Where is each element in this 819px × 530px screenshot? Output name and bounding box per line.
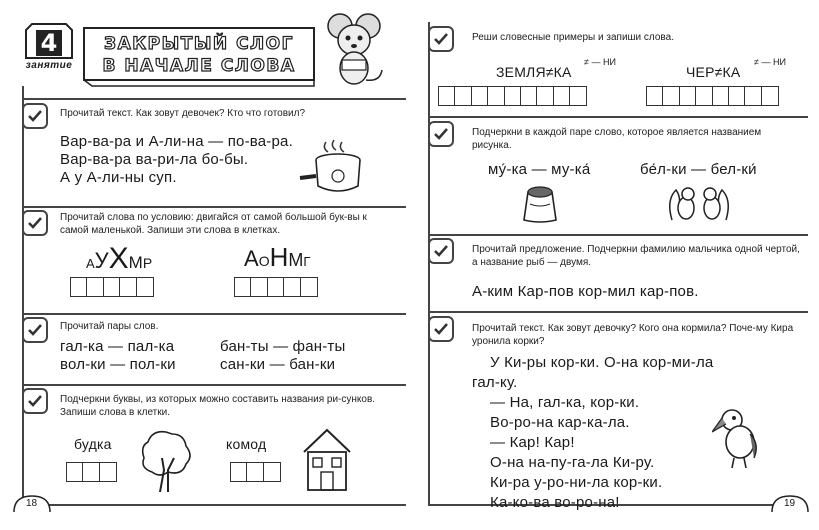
answer-cell[interactable] bbox=[136, 277, 154, 297]
answer-cell[interactable] bbox=[86, 277, 104, 297]
checkmark-icon bbox=[433, 31, 449, 47]
task-instruction: Прочитай текст. Как зовут девочек? Кто что готовил? bbox=[60, 108, 306, 119]
answer-cell[interactable] bbox=[569, 86, 587, 106]
task-checkbox[interactable] bbox=[22, 103, 48, 129]
bottom-line bbox=[22, 504, 406, 506]
task-instruction: Прочитай предложение. Подчеркни фамилию мальчика одной чертой, а название рыб — двумя. bbox=[472, 244, 800, 268]
title-line-2: В НАЧАЛЕ СЛОВА bbox=[102, 56, 296, 76]
text-line: Во-ро-на кар-ка-ла. bbox=[490, 414, 630, 431]
tree-illustration bbox=[138, 426, 194, 499]
answer-cell[interactable] bbox=[70, 277, 88, 297]
answer-cell[interactable] bbox=[263, 462, 281, 482]
answer-cell[interactable] bbox=[250, 277, 268, 297]
text-line: гал-ку. bbox=[472, 374, 518, 391]
puzzle-letter: Н bbox=[269, 242, 289, 272]
answer-cells bbox=[70, 277, 152, 297]
text-line: А у А-ли-ны суп. bbox=[60, 169, 177, 186]
puzzle-letter: Р bbox=[142, 255, 153, 271]
answer-cell[interactable] bbox=[679, 86, 697, 106]
checkmark-icon bbox=[27, 108, 43, 124]
answer-cell[interactable] bbox=[99, 462, 117, 482]
word-pair: сан-ки — бан-ки bbox=[220, 356, 336, 373]
text-line: Ка-ко-ва во-ро-на! bbox=[490, 494, 620, 511]
text-line: У Ки-ры кор-ки. О-на кор-ми-ла bbox=[490, 354, 714, 371]
puzzle-letter: О bbox=[258, 253, 270, 269]
puzzle-letter: А bbox=[244, 246, 259, 271]
task-instruction: Подчеркни буквы, из которых можно составить названия ри-сунков. Запиши слова в клетки. bbox=[60, 394, 376, 418]
answer-cell[interactable] bbox=[246, 462, 264, 482]
checkmark-icon bbox=[433, 243, 449, 259]
answer-cell[interactable] bbox=[662, 86, 680, 106]
task-checkbox[interactable] bbox=[428, 26, 454, 52]
letter-puzzle-1 bbox=[86, 242, 152, 276]
answer-cell[interactable] bbox=[536, 86, 554, 106]
answer-cell[interactable] bbox=[471, 86, 489, 106]
word-pair: бан-ты — фан-ты bbox=[220, 338, 346, 355]
answer-cells bbox=[234, 277, 316, 297]
answer-cell[interactable] bbox=[230, 462, 248, 482]
task-instruction: Прочитай пары слов. bbox=[60, 321, 159, 332]
task-checkbox[interactable] bbox=[428, 238, 454, 264]
answer-cell[interactable] bbox=[66, 462, 84, 482]
word-pair: гал-ка — пал-ка bbox=[60, 338, 175, 355]
lesson-word: занятие bbox=[25, 60, 73, 71]
left-margin-line bbox=[428, 22, 430, 506]
checkmark-icon bbox=[27, 215, 43, 231]
checkmark-icon bbox=[433, 321, 449, 337]
puzzle-letter: А bbox=[86, 256, 95, 271]
answer-cells bbox=[438, 86, 586, 106]
house-illustration bbox=[300, 426, 354, 497]
task-checkbox[interactable] bbox=[22, 388, 48, 414]
lesson-number: 4 bbox=[40, 29, 58, 57]
divider bbox=[22, 384, 406, 386]
example-rule: ≠ — НИ bbox=[754, 57, 786, 67]
text-line: — На, гал-ка, кор-ки. bbox=[490, 394, 640, 411]
soup-pot-illustration bbox=[298, 136, 374, 203]
sentence: А-ким Кар-пов кор-мил кар-пов. bbox=[472, 283, 699, 300]
answer-cell[interactable] bbox=[487, 86, 505, 106]
crow-illustration bbox=[712, 404, 762, 475]
example-rule: ≠ — НИ bbox=[584, 57, 616, 67]
word-label: будка bbox=[74, 436, 112, 452]
puzzle-letter: М bbox=[128, 253, 143, 272]
answer-cell[interactable] bbox=[454, 86, 472, 106]
answer-cell[interactable] bbox=[234, 277, 252, 297]
task-checkbox[interactable] bbox=[428, 316, 454, 342]
page-number: 18 bbox=[26, 498, 38, 509]
left-page bbox=[0, 0, 408, 530]
answer-cell[interactable] bbox=[300, 277, 318, 297]
text-line: Вар-ва-ра и А-ли-на — по-ва-ра. bbox=[60, 133, 293, 150]
task-instruction: Реши словесные примеры и запиши слова. bbox=[472, 32, 674, 43]
word-pair: бе́л-ки — бел-ки́ bbox=[640, 161, 757, 178]
checkmark-icon bbox=[27, 322, 43, 338]
task-instruction: Подчеркни в каждой паре слово, которое является названием рисунка. bbox=[472, 127, 762, 151]
divider bbox=[22, 206, 406, 208]
divider bbox=[428, 234, 808, 236]
puzzle-letter: Х bbox=[108, 242, 129, 275]
answer-cells bbox=[66, 462, 115, 482]
squirrels-illustration bbox=[666, 180, 732, 229]
answer-cell[interactable] bbox=[744, 86, 762, 106]
left-margin-line bbox=[22, 86, 24, 506]
answer-cell[interactable] bbox=[438, 86, 456, 106]
title-banner bbox=[80, 22, 318, 88]
answer-cell[interactable] bbox=[520, 86, 538, 106]
letter-puzzle-2 bbox=[244, 242, 310, 273]
answer-cell[interactable] bbox=[119, 277, 137, 297]
answer-cell[interactable] bbox=[553, 86, 571, 106]
task-checkbox[interactable] bbox=[22, 317, 48, 343]
divider bbox=[428, 116, 808, 118]
text-line: О-на на-пу-га-ла Ки-ру. bbox=[490, 454, 655, 471]
answer-cell[interactable] bbox=[267, 277, 285, 297]
divider bbox=[428, 311, 808, 313]
divider bbox=[22, 98, 406, 100]
task-checkbox[interactable] bbox=[428, 121, 454, 147]
flour-sack-illustration bbox=[518, 182, 562, 229]
title-line-1: ЗАКРЫТЫЙ СЛОГ bbox=[104, 34, 294, 54]
text-line: — Кар! Кар! bbox=[490, 434, 575, 451]
answer-cell[interactable] bbox=[103, 277, 121, 297]
word-label: комод bbox=[226, 436, 267, 452]
mouse-illustration bbox=[322, 10, 386, 93]
answer-cell[interactable] bbox=[728, 86, 746, 106]
answer-cells bbox=[230, 462, 279, 482]
answer-cell[interactable] bbox=[712, 86, 730, 106]
answer-cell[interactable] bbox=[283, 277, 301, 297]
answer-cell[interactable] bbox=[695, 86, 713, 106]
answer-cells bbox=[646, 86, 777, 106]
page-number: 19 bbox=[784, 498, 796, 509]
checkmark-icon bbox=[27, 393, 43, 409]
text-line: Ки-ра у-ро-ни-ла кор-ки. bbox=[490, 474, 663, 491]
word-pair: му́-ка — му-ка́ bbox=[488, 161, 591, 178]
task-instruction: Прочитай слова по условию: двигайся от самой большой бук-вы к самой маленькой. Запиши эти слова в клетках. bbox=[60, 212, 367, 236]
answer-cell[interactable] bbox=[504, 86, 522, 106]
puzzle-letter: М bbox=[288, 250, 304, 270]
text-line: Вар-ва-ра ва-ри-ла бо-бы. bbox=[60, 151, 249, 168]
task-checkbox[interactable] bbox=[22, 210, 48, 236]
banner-frame bbox=[80, 22, 318, 88]
answer-cell[interactable] bbox=[761, 86, 779, 106]
word-pair: вол-ки — пол-ки bbox=[60, 356, 176, 373]
puzzle-letter: У bbox=[94, 248, 109, 273]
checkmark-icon bbox=[433, 126, 449, 142]
word-example: ЧЕР≠КА bbox=[686, 64, 741, 80]
answer-cell[interactable] bbox=[82, 462, 100, 482]
divider bbox=[22, 313, 406, 315]
task-instruction: Прочитай текст. Как зовут девочку? Кого она кормила? Поче-му Кира уронила корки? bbox=[472, 323, 794, 347]
puzzle-letter: Г bbox=[303, 254, 311, 269]
answer-cell[interactable] bbox=[646, 86, 664, 106]
word-example: ЗЕМЛЯ≠КА bbox=[496, 64, 572, 80]
right-page bbox=[412, 0, 819, 530]
lesson-badge bbox=[22, 20, 76, 76]
